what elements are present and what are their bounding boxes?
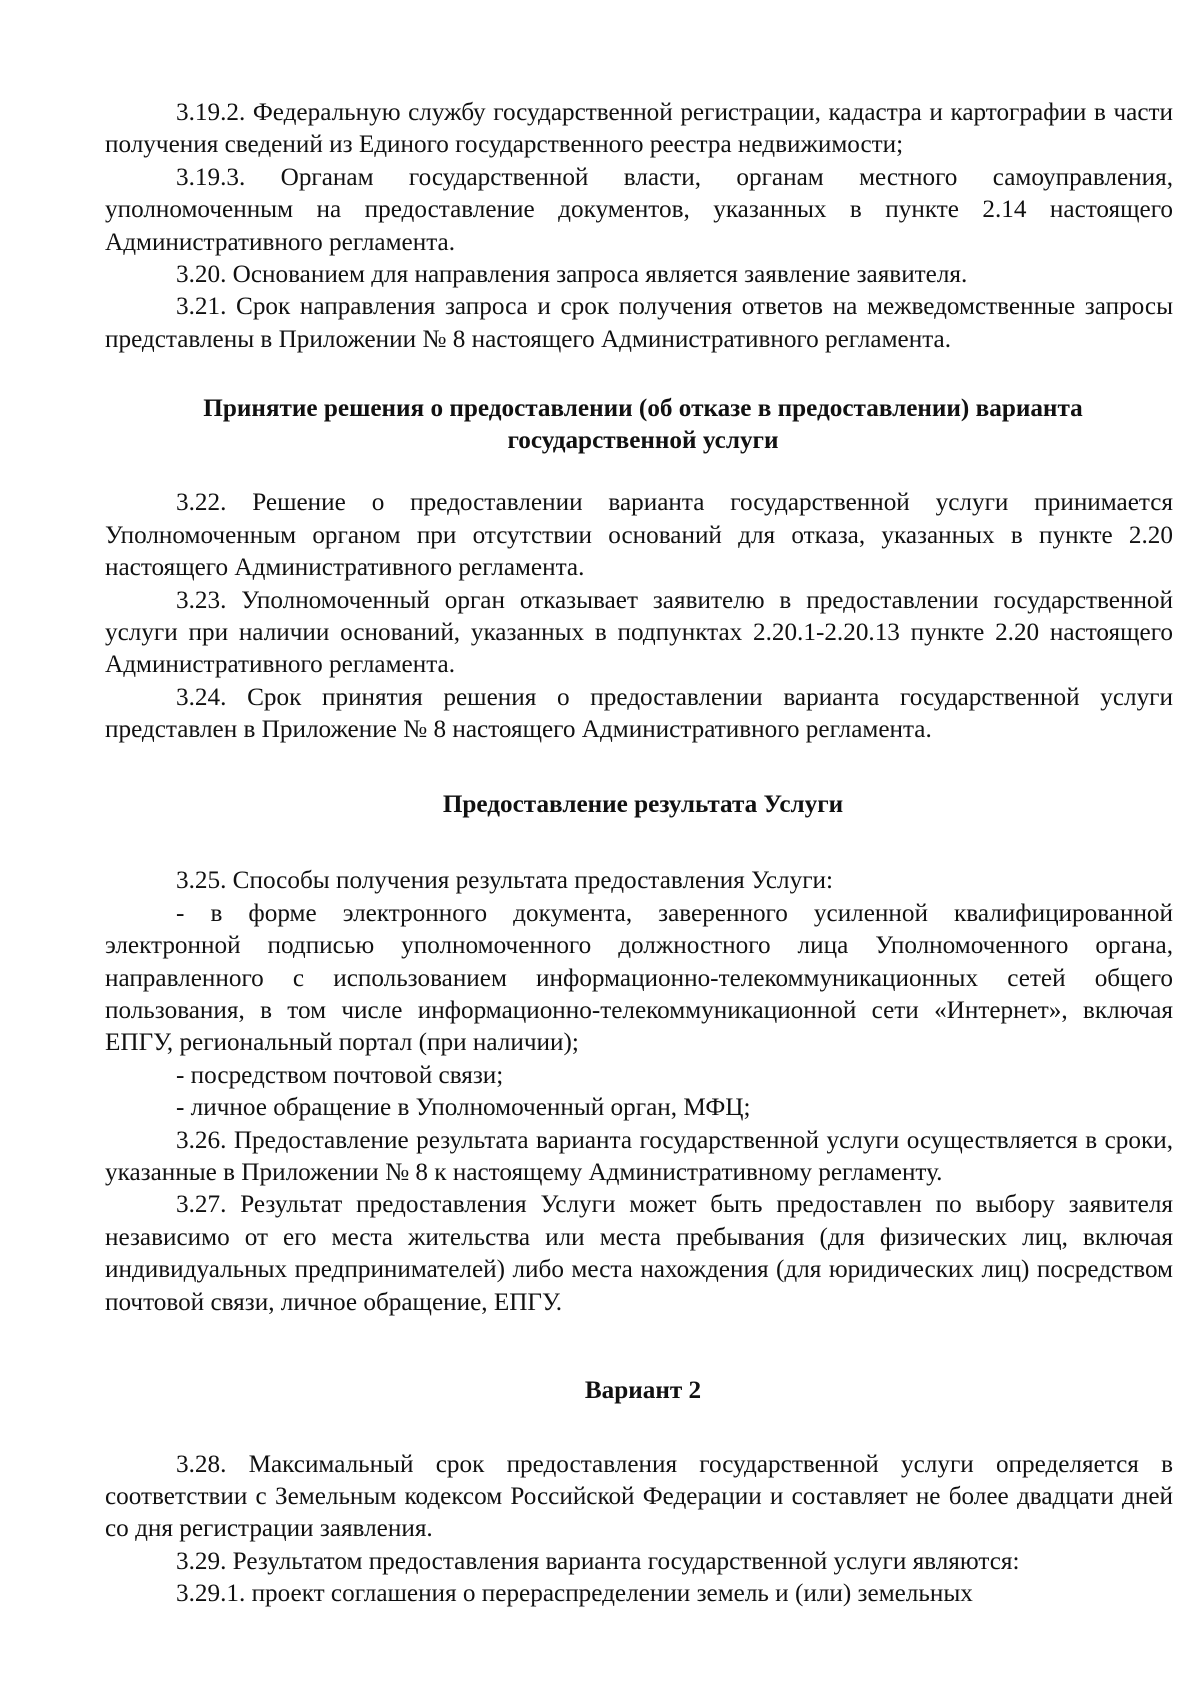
section-heading-variant-2: Вариант 2 (584, 1376, 702, 1404)
paragraph-3-27: 3.27. Результат предоставления Услуги может быть предоставлен по выбору заявителя независимо от его места жительства или места пребывания (для физических лиц, включая индивидуальных предпринимателей) либо места нахождения (для юридических лиц) посредством почтовой связи, личное обращение, ЕПГУ. (105, 1191, 1173, 1316)
paragraph-3-23: 3.23. Уполномоченный орган отказывает заявителю в предоставлении государственной услуги при наличии оснований, указанных в подпунктах 2.20.1-2.20.13 пункте 2.20 настоящего Административного регламента. (105, 586, 1173, 679)
list-item-personal: - личное обращение в Уполномоченный орган, МФЦ; (176, 1094, 751, 1122)
paragraph-3-29-1: 3.29.1. проект соглашения о перераспределении земель и (или) земельных (176, 1580, 973, 1608)
paragraph-3-21: 3.21. Срок направления запроса и срок получения ответов на межведомственные запросы представлены в Приложении № 8 настоящего Административного регламента. (105, 293, 1173, 353)
paragraph-3-28: 3.28. Максимальный срок предоставления государственной услуги определяется в соответствии с Земельным кодексом Российской Федерации и составляет не более двадцати дней со дня регистрации заявления. (105, 1450, 1173, 1543)
paragraph-3-26: 3.26. Предоставление результата варианта государственной услуги осуществляется в сроки, указанные в Приложении № 8 к настоящему Административному регламенту. (105, 1126, 1173, 1186)
paragraph-3-20: 3.20. Основанием для направления запроса является заявление заявителя. (176, 261, 968, 289)
paragraph-3-29: 3.29. Результатом предоставления варианта государственной услуги являются: (176, 1547, 1020, 1575)
section-heading-decision: Принятие решения о предоставлении (об отказе в предоставлении) варианта государственной услуги (203, 395, 1083, 454)
paragraph-3-19-2: 3.19.2. Федеральную службу государственной регистрации, кадастра и картографии в части получения сведений из Единого государственного реестра недвижимости; (105, 99, 1173, 159)
section-heading-result: Предоставление результата Услуги (442, 790, 844, 818)
document-body (105, 97, 1173, 1611)
list-item-electronic: - в форме электронного документа, заверенного усиленной квалифицированной электронной подписью уполномоченного должностного лица Уполномоченного органа, направленного с использованием информационно-телекоммуникационных сетей общего пользования, в том числе информационно-телекоммуникационной сети «Интернет», включая ЕПГУ, региональный портал (при наличии); (105, 899, 1173, 1057)
paragraph-3-19-3: 3.19.3. Органам государственной власти, органам местного самоуправления, уполномоченным на предоставление документов, указанных в пункте 2.14 настоящего Административного регламента. (105, 163, 1173, 256)
paragraph-3-22: 3.22. Решение о предоставлении варианта государственной услуги принимается Уполномоченным органом при отсутствии оснований для отказа, указанных в пункте 2.20 настоящего Административного регламента. (105, 489, 1173, 582)
paragraph-3-24: 3.24. Срок принятия решения о предоставлении варианта государственной услуги представлен в Приложение № 8 настоящего Административного регламента. (105, 683, 1173, 744)
paragraph-3-25: 3.25. Способы получения результата предоставления Услуги: (176, 867, 834, 895)
list-item-postal: - посредством почтовой связи; (176, 1061, 504, 1089)
